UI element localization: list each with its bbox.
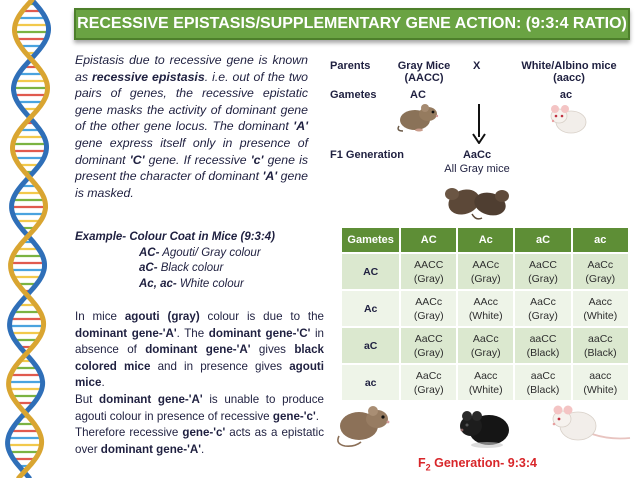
genotype: aacc	[589, 369, 612, 382]
table-cell	[400, 364, 457, 400]
title-banner	[74, 8, 630, 40]
white-mouse-image	[545, 102, 595, 136]
para-text: in absence of	[75, 326, 324, 357]
example-key: AC-	[139, 246, 160, 259]
para-text: acts as a epistatic over	[75, 426, 324, 456]
genotype: AaCc	[472, 332, 499, 345]
table-cell	[457, 290, 514, 327]
intro-bold: 'C'	[129, 152, 145, 167]
intro-bold: recessive epistasis	[91, 69, 205, 84]
example-line	[75, 277, 315, 293]
genotype: aaCc	[530, 369, 556, 382]
gray-mice-name: Gray Mice	[397, 60, 451, 72]
intro-text: Epistasis due to recessive gene is known as	[75, 53, 308, 84]
genotype: Aacc	[474, 369, 498, 382]
table-row	[342, 327, 628, 364]
table-cell	[572, 327, 628, 364]
phenotype: (Gray)	[585, 272, 616, 285]
table-header-cell: Gametes	[342, 228, 400, 253]
genotype: AACC	[414, 258, 444, 271]
table-cell	[572, 364, 628, 400]
phenotype: (Black)	[526, 383, 560, 396]
f2-generation-label	[418, 456, 537, 473]
genotype: aaCc	[588, 332, 613, 345]
row-gamete: AC	[342, 253, 400, 290]
genotype: AaCc	[530, 295, 556, 308]
table-cell	[514, 290, 571, 327]
gametes-label: Gametes	[330, 89, 377, 101]
phenotype: (White)	[583, 309, 618, 322]
para-bold: gene-'c'	[272, 409, 316, 423]
para-text: Therefore recessive	[75, 426, 183, 440]
table-cell	[514, 253, 571, 290]
f1-mice-image	[442, 180, 514, 222]
phenotype: (Gray)	[528, 309, 558, 322]
intro-paragraph	[75, 52, 308, 201]
intro-text: gene is present the character of dominant	[75, 152, 308, 184]
genotype: AaCC	[414, 332, 443, 345]
f2-black-mouse-image	[457, 404, 515, 450]
para-bold: dominant gene-'C'	[208, 326, 311, 340]
para-text: But	[75, 392, 100, 406]
intro-text: gene. If recessive	[144, 152, 251, 167]
f2-gray-mouse-image	[333, 402, 395, 448]
example-line	[75, 246, 315, 262]
explanation-part-2	[75, 392, 324, 425]
para-text: In mice	[75, 310, 125, 323]
table-cell	[572, 290, 628, 327]
gray-mice-genotype: (AACC)	[404, 72, 444, 84]
example-text: White colour	[176, 277, 244, 290]
genotype: AACc	[472, 258, 500, 271]
phenotype: (White)	[583, 383, 618, 396]
para-bold: dominant gene-'A'	[99, 392, 203, 406]
example-title: Example- Colour Coat in Mice (9:3:4)	[75, 231, 276, 243]
table-header-cell: Ac	[457, 228, 514, 253]
row-gamete: ac	[342, 364, 400, 400]
table-row	[342, 290, 628, 327]
phenotype: (Gray)	[528, 272, 558, 285]
row-gamete: aC	[342, 327, 400, 364]
table-cell	[572, 253, 628, 290]
para-text: .	[101, 376, 105, 390]
down-arrow-icon	[472, 104, 486, 144]
example-key: aC-	[139, 262, 158, 274]
example-key: Ac, ac-	[139, 277, 177, 290]
table-cell	[514, 364, 571, 400]
f2-prefix: F	[418, 456, 426, 470]
genotype: AaCc	[415, 369, 442, 382]
para-bold: gene-'c'	[182, 426, 226, 440]
para-text: .	[315, 409, 319, 423]
intro-text: gene express itself only in presence of dominant	[75, 135, 308, 167]
gray-mouse-image	[395, 100, 443, 134]
para-bold: agouti (gray)	[124, 310, 200, 323]
genotype: Aacc	[588, 295, 612, 308]
explanation-paragraph	[75, 309, 324, 458]
table-header-cell: aC	[514, 228, 571, 253]
para-text: gives	[250, 343, 295, 357]
example-block	[75, 230, 315, 292]
f1-phenotype: All Gray mice	[444, 163, 510, 175]
explanation-part-3	[75, 425, 324, 458]
genotype: aaCC	[529, 332, 557, 345]
phenotype: (Gray)	[413, 383, 444, 396]
intro-bold: 'A'	[293, 119, 308, 134]
phenotype: (Black)	[526, 346, 560, 359]
row-gamete: Ac	[342, 290, 400, 327]
white-mice-name: White/Albino mice	[521, 60, 617, 72]
gray-mice-label	[384, 60, 464, 84]
table-row	[342, 364, 628, 400]
table-header-row	[342, 228, 628, 253]
table-cell	[400, 253, 457, 290]
example-line	[75, 261, 315, 277]
para-bold: agouti mice	[75, 359, 324, 390]
example-text: Agouti/ Gray colour	[159, 246, 261, 259]
genotype: AAcc	[473, 295, 498, 308]
intro-bold: 'A'	[262, 169, 278, 184]
para-text: . The	[176, 326, 209, 340]
para-bold: black colored mice	[75, 343, 324, 373]
explanation-part-1	[75, 309, 324, 392]
f2-white-mouse-image	[548, 402, 632, 448]
phenotype: (Gray)	[413, 272, 444, 285]
para-bold: dominant gene-'A'	[75, 326, 177, 340]
phenotype: (Gray)	[413, 346, 444, 359]
phenotype: (Gray)	[470, 272, 501, 285]
genotype: AaCC	[529, 258, 558, 271]
table-row	[342, 253, 628, 290]
genotype: AaCc	[587, 258, 614, 271]
para-text: and in presence gives	[150, 359, 290, 373]
dna-helix-image	[0, 0, 66, 478]
gamete-left: AC	[410, 89, 426, 101]
parents-label: Parents	[330, 60, 371, 72]
phenotype: (White)	[468, 309, 503, 322]
intro-text: gene is masked.	[75, 169, 308, 200]
example-text: Black colour	[157, 262, 224, 274]
gamete-right: ac	[559, 89, 573, 101]
table-cell	[400, 290, 457, 327]
table-cell	[457, 364, 514, 400]
table-header-cell: ac	[572, 228, 628, 253]
cross-symbol: X	[473, 60, 481, 72]
table-cell	[514, 327, 571, 364]
genotype: AACc	[415, 295, 443, 308]
phenotype: (Gray)	[470, 346, 501, 359]
punnett-table	[342, 228, 628, 400]
para-bold: dominant gene-'A'	[145, 343, 251, 357]
phenotype: (Gray)	[413, 309, 444, 322]
para-text: colour is due to the	[199, 310, 324, 323]
phenotype: (White)	[468, 383, 503, 396]
table-header-cell: AC	[400, 228, 457, 253]
intro-bold: 'c'	[250, 152, 264, 167]
white-mice-label	[510, 60, 628, 84]
page-title: RECESSIVE EPISTASIS/SUPPLEMENTARY GENE ACTION: (9:3:4 RATIO)	[77, 15, 627, 32]
intro-text: . i.e. out of the two pairs of genes, the recessive epistatic gene masks the activity of dominant gene of the other gene locus. The dominant	[75, 69, 309, 134]
f2-suffix: Generation- 9:3:4	[430, 456, 537, 470]
f1-genotype: AaCc	[462, 149, 492, 161]
phenotype: (Black)	[583, 346, 617, 359]
table-cell	[457, 327, 514, 364]
table-cell	[400, 327, 457, 364]
f1-label: F1 Generation	[330, 149, 404, 161]
para-bold: dominant gene-'A'	[100, 442, 201, 456]
para-text: .	[200, 442, 205, 456]
f2-subscript: 2	[425, 462, 431, 473]
white-mice-genotype: (aacc)	[553, 72, 585, 84]
para-text: is unable to produce agouti colour in presence of recessive	[75, 392, 324, 423]
table-cell	[457, 253, 514, 290]
